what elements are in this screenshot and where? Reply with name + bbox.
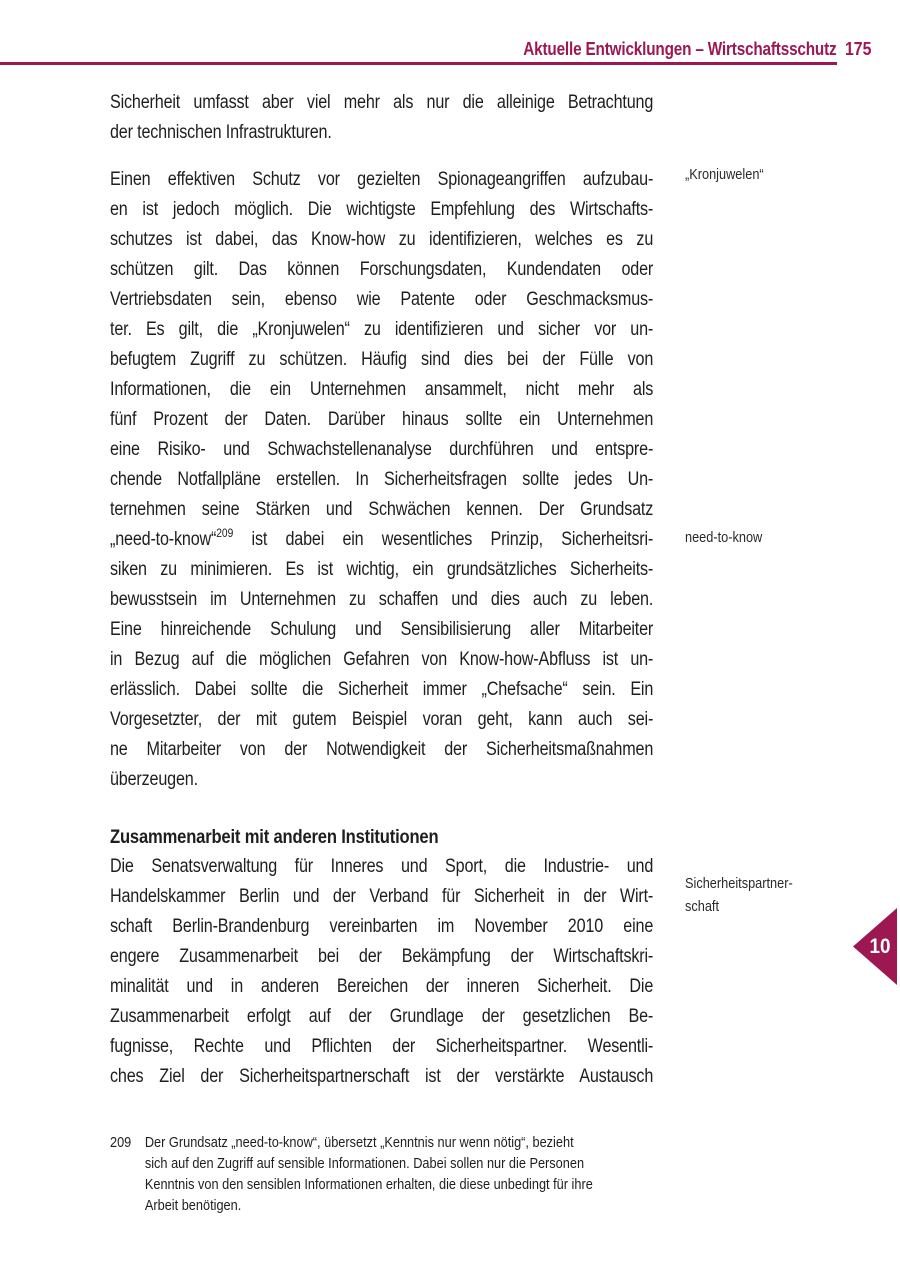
page-number: 175 bbox=[845, 39, 872, 59]
text-line: Sicherheitspartner- bbox=[685, 875, 793, 892]
text-segment: ist dabei ein wesentliches Prinzip, Sicherheitsri- bbox=[233, 529, 654, 550]
text-line: need-to-know bbox=[685, 529, 763, 546]
text-line: Handelskammer Berlin und der Verband für Sicherheit in der Wirt- bbox=[110, 886, 654, 907]
chapter-number: 10 bbox=[869, 935, 891, 958]
running-header-title: Aktuelle Entwicklungen – Wirtschaftsschutz bbox=[523, 39, 837, 59]
text-line: fünf Prozent der Daten. Darüber hinaus sollte ein Unternehmen bbox=[110, 409, 654, 430]
text-segment: „need-to-know“ bbox=[110, 529, 217, 550]
text-line: ne Mitarbeiter von der Notwendigkeit der Sicherheitsmaßnahmen bbox=[110, 739, 654, 760]
paragraph bbox=[110, 88, 653, 148]
text-line: ternehmen seine Stärken und Schwächen kennen. Der Grundsatz bbox=[110, 499, 654, 520]
paragraph bbox=[110, 852, 653, 1092]
text-line: Informationen, die ein Unternehmen ansammelt, nicht mehr als bbox=[110, 379, 654, 400]
text-line: schutzes ist dabei, das Know-how zu identifizieren, welches es zu bbox=[110, 229, 654, 250]
text-line: erlässlich. Dabei sollte die Sicherheit immer „Chefsache“ sein. Ein bbox=[110, 679, 654, 700]
text-line: Einen effektiven Schutz vor gezielten Spionageangriffen aufzubau- bbox=[110, 169, 654, 190]
chapter-tab bbox=[853, 908, 897, 985]
text-line: Sicherheit umfasst aber viel mehr als nur die alleinige Betrachtung bbox=[110, 92, 654, 113]
body-column bbox=[110, 88, 653, 1216]
margin-note-need-to-know bbox=[685, 526, 835, 549]
paragraph bbox=[110, 165, 653, 795]
text-line: en ist jedoch möglich. Die wichtigste Empfehlung des Wirtschafts- bbox=[110, 199, 654, 220]
text-line: Kenntnis von den sensiblen Informationen erhalten, die diese unbedingt für ihre bbox=[144, 1176, 593, 1193]
text-line: Zusammenarbeit erfolgt auf der Grundlage der gesetzlichen Be- bbox=[110, 1006, 654, 1027]
footnote-text bbox=[145, 1132, 653, 1216]
section-heading: Zusammenarbeit mit anderen Institutionen bbox=[110, 826, 439, 848]
text-line: schützen gilt. Das können Forschungsdaten, Kundendaten oder bbox=[110, 259, 654, 280]
text-line: bewusstsein im Unternehmen zu schaffen und dies auch zu leben. bbox=[110, 589, 654, 610]
text-line: ches Ziel der Sicherheitspartnerschaft ist der verstärkte Austausch bbox=[110, 1066, 654, 1087]
text-line: befugtem Zugriff zu schützen. Häufig sind dies bei der Fülle von bbox=[110, 349, 654, 370]
text-line: chende Notfallpläne erstellen. In Sicherheitsfragen sollte jedes Un- bbox=[110, 469, 654, 490]
text-line: Arbeit benötigen. bbox=[144, 1197, 242, 1214]
text-line: schaft Berlin-Brandenburg vereinbarten im November 2010 eine bbox=[110, 916, 654, 937]
margin-note-sicherheitspartnerschaft bbox=[685, 872, 835, 918]
text-line: minalität und in anderen Bereichen der inneren Sicherheit. Die bbox=[110, 976, 654, 997]
footnote-number: 209 bbox=[110, 1134, 132, 1151]
text-line: siken zu minimieren. Es ist wichtig, ein grundsätzliches Sicherheits- bbox=[110, 559, 654, 580]
footnote bbox=[110, 1132, 653, 1216]
text-line: Vorgesetzter, der mit gutem Beispiel voran geht, kann auch sei- bbox=[110, 709, 654, 730]
text-line: überzeugen. bbox=[110, 769, 198, 790]
text-line: in Bezug auf die möglichen Gefahren von Know-how-Abfluss ist un- bbox=[110, 649, 654, 670]
text-line: der technischen Infrastrukturen. bbox=[110, 122, 332, 143]
text-line: schaft bbox=[685, 898, 720, 915]
text-line: Der Grundsatz „need-to-know“, übersetzt „Kenntnis nur wenn nötig“, bezieht bbox=[144, 1134, 574, 1151]
margin-note-kronjuwelen bbox=[685, 163, 835, 186]
text-line: Vertriebsdaten sein, ebenso wie Patente oder Geschmacksmus- bbox=[110, 289, 654, 310]
text-line: fugnisse, Rechte und Pflichten der Sicherheitspartner. Wesentli- bbox=[110, 1036, 654, 1057]
text-line: ter. Es gilt, die „Kronjuwelen“ zu identifizieren und sicher vor un- bbox=[110, 319, 654, 340]
text-line: Die Senatsverwaltung für Inneres und Sport, die Industrie- und bbox=[110, 856, 654, 877]
text-line bbox=[110, 525, 653, 555]
text-line: Eine hinreichende Schulung und Sensibilisierung aller Mitarbeiter bbox=[110, 619, 654, 640]
header-rule bbox=[0, 62, 837, 65]
text-line: „Kronjuwelen“ bbox=[685, 166, 764, 183]
text-line: eine Risiko- und Schwachstellenanalyse durchführen und entspre- bbox=[110, 439, 654, 460]
footnote-reference: 209 bbox=[216, 525, 234, 540]
text-line: sich auf den Zugriff auf sensible Informationen. Dabei sollen nur die Personen bbox=[144, 1155, 585, 1172]
text-line: engere Zusammenarbeit bei der Bekämpfung der Wirtschaftskri- bbox=[110, 946, 654, 967]
